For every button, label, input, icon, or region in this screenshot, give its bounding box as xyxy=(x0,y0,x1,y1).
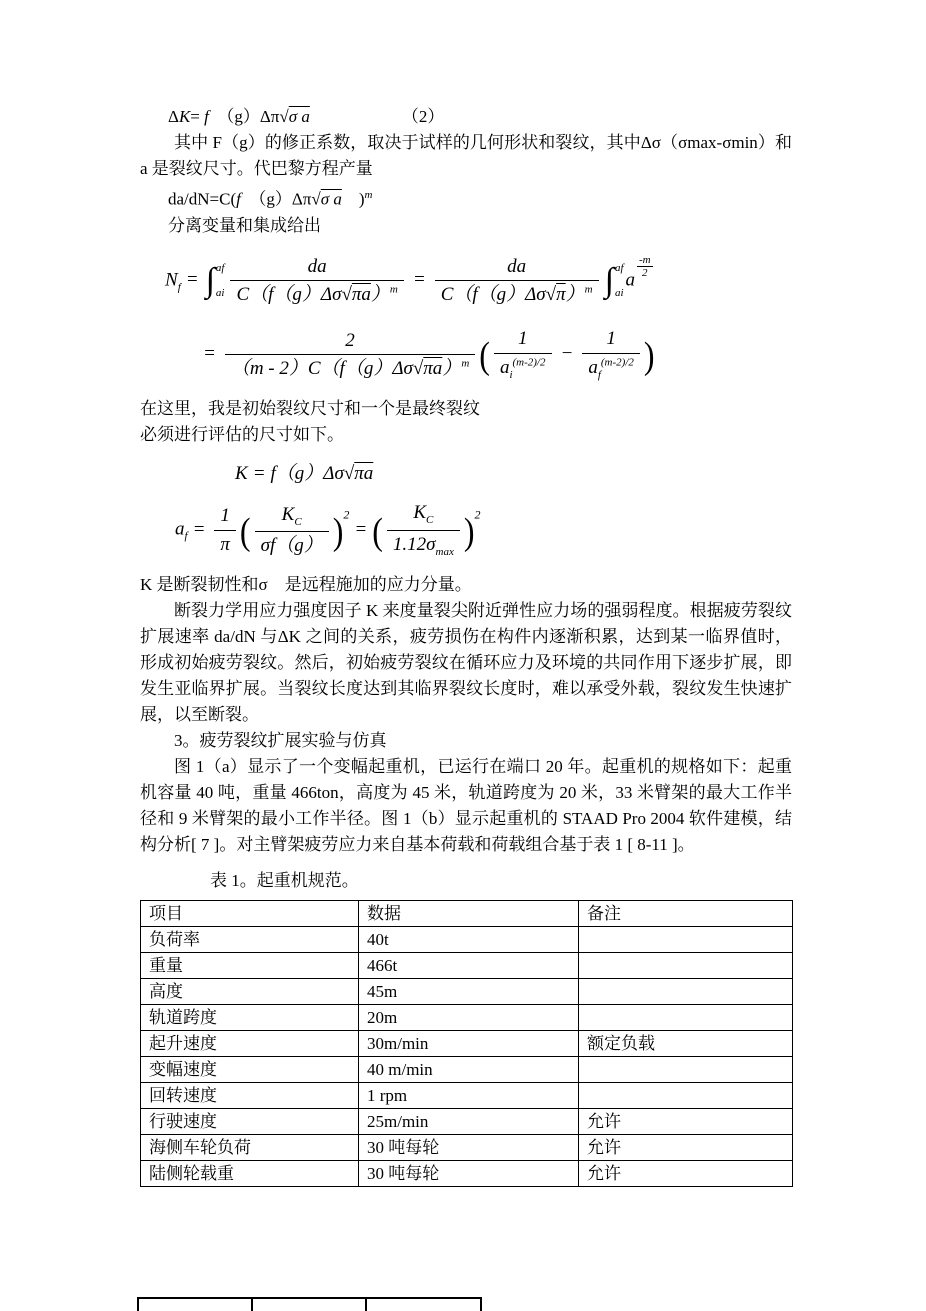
table-cell: 30m/min xyxy=(359,1030,579,1056)
numerator: 2 xyxy=(225,327,475,356)
math-sub: f xyxy=(184,530,188,543)
table-cell: 20m xyxy=(359,1004,579,1030)
math-token: （g）Δπ√ xyxy=(208,107,289,126)
math-token: ） xyxy=(370,284,390,306)
math-radicand: σ a xyxy=(320,189,342,209)
table-cell: 负荷率 xyxy=(141,926,359,952)
math-op: − xyxy=(560,343,574,365)
line-k-description: K 是断裂韧性和σ 是远程施加的应力分量。 xyxy=(140,574,472,594)
table-row xyxy=(141,1160,793,1186)
math-token: da/dN=C( xyxy=(168,189,237,209)
fraction xyxy=(494,325,552,384)
right-paren: ) xyxy=(643,333,655,377)
table-cell: 变幅速度 xyxy=(141,1056,359,1082)
crane-spec-table xyxy=(140,900,793,1187)
table-cell: 轨道跨度 xyxy=(141,1004,359,1030)
denominator: π xyxy=(220,534,230,555)
numerator xyxy=(387,499,460,531)
table-border-tick xyxy=(365,1299,367,1311)
table-cell: 陆侧轮载重 xyxy=(141,1160,359,1186)
left-paren: ( xyxy=(239,508,251,553)
table-cell xyxy=(579,926,793,952)
math-var: a xyxy=(175,518,185,540)
col-header-item: 项目 xyxy=(141,900,359,926)
math-exponent: (m-2)/2 xyxy=(512,356,546,369)
math-var: N xyxy=(165,269,178,291)
math-var: K xyxy=(235,463,248,485)
denominator xyxy=(387,531,460,562)
math-sub: max xyxy=(435,545,454,558)
math-exponent: (m-2)/2 xyxy=(600,356,634,369)
equation-number: （2） xyxy=(401,107,445,126)
table-row xyxy=(141,952,793,978)
math-exponent: m xyxy=(584,284,593,297)
math-op: = xyxy=(354,518,368,540)
equation-cycles-result xyxy=(198,325,792,384)
fraction xyxy=(582,325,640,384)
para-figure1: 图 1（a）显示了一个变幅起重机，已运行在端口 20 年。起重机的规格如下：起重机容量 40 吨，重量 466ton，高度为 45 米，轨道跨度为 20 米，33 米臂架的最大工作半径和 9 米臂架的最小工作半径。图 1（b）显示起重机的 STAAD Pro 2004 软件建模，结构分析[ 7 ]。对主臂架疲劳应力来自基本荷载和荷载组合基于表 1 [ 8-11 ]。 xyxy=(140,756,792,854)
table-row xyxy=(141,1108,793,1134)
para-correction-factor: 其中 F（g）的修正系数，取决于试样的几何形状和裂纹，其中Δσ（σmax-σmin）和 a 是裂纹尺寸。代巴黎方程产量 xyxy=(140,133,792,178)
equation-critical-crack xyxy=(175,499,792,561)
math-token: （g）Δπ√ xyxy=(240,189,321,209)
fraction xyxy=(387,499,460,561)
table-cell xyxy=(579,978,793,1004)
math-sub: i xyxy=(509,368,513,381)
numerator: da xyxy=(230,253,403,282)
equation-inline-paris xyxy=(140,182,792,213)
math-sub: C xyxy=(294,515,302,528)
equation-stress-intensity xyxy=(235,458,792,485)
integral-glyph: ∫ xyxy=(604,261,614,299)
table-cell: 海侧车轮负荷 xyxy=(141,1134,359,1160)
math-token: ） xyxy=(565,284,585,306)
denominator xyxy=(582,354,640,385)
line-must-evaluate: 必须进行评估的尺寸如下。 xyxy=(140,425,344,445)
table-cell: 40t xyxy=(359,926,579,952)
left-paren: ( xyxy=(479,333,490,377)
math-token: C（f（g）Δσ√ xyxy=(440,284,557,306)
para-fracture-mechanics: 断裂力学用应力强度因子 K 来度量裂尖附近弹性应力场的强弱程度。根据疲劳裂纹扩展速率 da/dN 与ΔK 之间的关系，疲劳损伤在构件内逐渐积累，达到某一临界值时，形成初始疲劳裂纹。然后，初始疲劳裂纹在循环应力及环境的共同作用下逐步扩展，即发生亚临界扩展。当裂纹长度达到其临界裂纹长度时，难以承受外载，裂纹发生快速扩展，以至断裂。 xyxy=(140,600,792,724)
math-exponent: m xyxy=(461,357,470,370)
math-exponent: 2 xyxy=(474,507,481,522)
document-body xyxy=(140,104,792,1187)
table-cell xyxy=(579,952,793,978)
integral-limits xyxy=(216,261,225,301)
table-row xyxy=(141,1056,793,1082)
math-radicand: πa xyxy=(354,463,374,485)
denominator: 2 xyxy=(642,267,648,280)
next-table-top-edge xyxy=(137,1297,482,1309)
math-token: （m - 2）C（f（g）Δσ√ xyxy=(230,358,424,380)
table-cell: 30 吨每轮 xyxy=(359,1134,579,1160)
table-cell: 30 吨每轮 xyxy=(359,1160,579,1186)
table-cell: 25m/min xyxy=(359,1108,579,1134)
numerator: 1 xyxy=(214,502,236,531)
table-border-tick xyxy=(480,1299,482,1311)
table-border-tick xyxy=(251,1299,253,1311)
table-cell xyxy=(579,1004,793,1030)
math-sub: f xyxy=(177,281,181,294)
math-token: f xyxy=(236,189,241,209)
math-op: = xyxy=(412,269,426,291)
math-op: = xyxy=(192,518,206,540)
table-cell: 重量 xyxy=(141,952,359,978)
denominator: σf（g） xyxy=(260,535,323,557)
table-row xyxy=(141,1030,793,1056)
right-paren: ) xyxy=(463,508,475,553)
table-cell: 466t xyxy=(359,952,579,978)
numerator: 1 xyxy=(494,325,552,354)
math-token: f xyxy=(204,107,209,126)
equation-cycles-integral xyxy=(165,253,792,310)
denominator xyxy=(225,355,475,383)
limit-lower: ai xyxy=(215,286,225,299)
table-caption: 表 1。起重机规范。 xyxy=(210,870,359,890)
table-row xyxy=(141,926,793,952)
math-sub: f xyxy=(597,368,601,381)
math-token: ） xyxy=(442,358,462,380)
limit-upper: af xyxy=(215,261,225,274)
table-row xyxy=(141,1082,793,1108)
limit-upper: af xyxy=(614,261,624,274)
table-border-tick xyxy=(137,1299,139,1311)
table-row xyxy=(141,1004,793,1030)
integral-sign xyxy=(605,261,624,301)
math-radicand: πa xyxy=(351,284,371,306)
table-cell: 回转速度 xyxy=(141,1082,359,1108)
table-cell xyxy=(579,1082,793,1108)
math-op: = xyxy=(203,343,216,365)
col-header-remark: 备注 xyxy=(579,900,793,926)
integral-glyph: ∫ xyxy=(205,261,215,299)
math-exponent: m xyxy=(364,189,373,201)
table-header-row xyxy=(141,900,793,926)
heading-section-3: 3。疲劳裂纹扩展实验与仿真 xyxy=(174,730,387,750)
math-var: a xyxy=(625,269,635,291)
fraction xyxy=(225,327,475,384)
math-token: C（f（g）Δσ√ xyxy=(236,284,352,306)
denominator xyxy=(494,354,552,385)
table-cell: 允许 xyxy=(579,1108,793,1134)
table-cell: 额定负载 xyxy=(579,1030,793,1056)
table-cell: 1 rpm xyxy=(359,1082,579,1108)
numerator: -m xyxy=(639,253,651,266)
fraction xyxy=(255,501,329,560)
numerator: 1 xyxy=(582,325,640,354)
table-cell xyxy=(579,1056,793,1082)
fraction xyxy=(214,502,236,559)
table-cell: 起升速度 xyxy=(141,1030,359,1056)
table-cell: 允许 xyxy=(579,1160,793,1186)
line-initial-crack: 在这里，我是初始裂纹尺寸和一个是最终裂纹 xyxy=(140,399,480,419)
denominator xyxy=(435,281,599,309)
fraction xyxy=(230,253,403,310)
math-var: a xyxy=(588,356,598,378)
math-token: K xyxy=(178,107,191,126)
math-radicand: πa xyxy=(423,358,443,380)
limit-lower: ai xyxy=(614,286,624,299)
table-cell: 40 m/min xyxy=(359,1056,579,1082)
right-paren: ) xyxy=(332,508,344,553)
col-header-data: 数据 xyxy=(359,900,579,926)
table-cell: 行驶速度 xyxy=(141,1108,359,1134)
table-row xyxy=(141,978,793,1004)
math-token: f（g）Δσ√ xyxy=(270,463,355,485)
math-radicand: σ a xyxy=(288,107,310,126)
math-op: = xyxy=(252,463,266,485)
math-radicand: π xyxy=(556,284,566,306)
integral-limits xyxy=(615,261,624,301)
math-token: ) xyxy=(341,189,365,209)
math-var: K xyxy=(413,502,427,524)
math-exponent: 2 xyxy=(343,507,350,522)
numerator xyxy=(255,501,329,533)
math-token: = xyxy=(190,107,205,126)
table-cell: 允许 xyxy=(579,1134,793,1160)
table-cell: 高度 xyxy=(141,978,359,1004)
fraction xyxy=(435,253,599,310)
denominator xyxy=(230,281,403,309)
table-row xyxy=(141,1134,793,1160)
line-separation-variables: 分离变量和集成给出 xyxy=(168,215,321,235)
math-var: a xyxy=(499,356,510,378)
math-exponent: m xyxy=(389,284,398,297)
math-token: 1.12σ xyxy=(392,534,436,555)
left-paren: ( xyxy=(372,508,383,553)
math-var: K xyxy=(281,503,295,525)
integral-sign xyxy=(206,261,225,301)
equation-inline-deltaK xyxy=(140,104,792,130)
math-op: = xyxy=(185,269,199,291)
math-token: Δ xyxy=(168,107,179,126)
numerator: da xyxy=(435,253,599,282)
math-sub: C xyxy=(426,514,434,527)
table-cell: 45m xyxy=(359,978,579,1004)
exponent-fraction xyxy=(637,254,653,280)
